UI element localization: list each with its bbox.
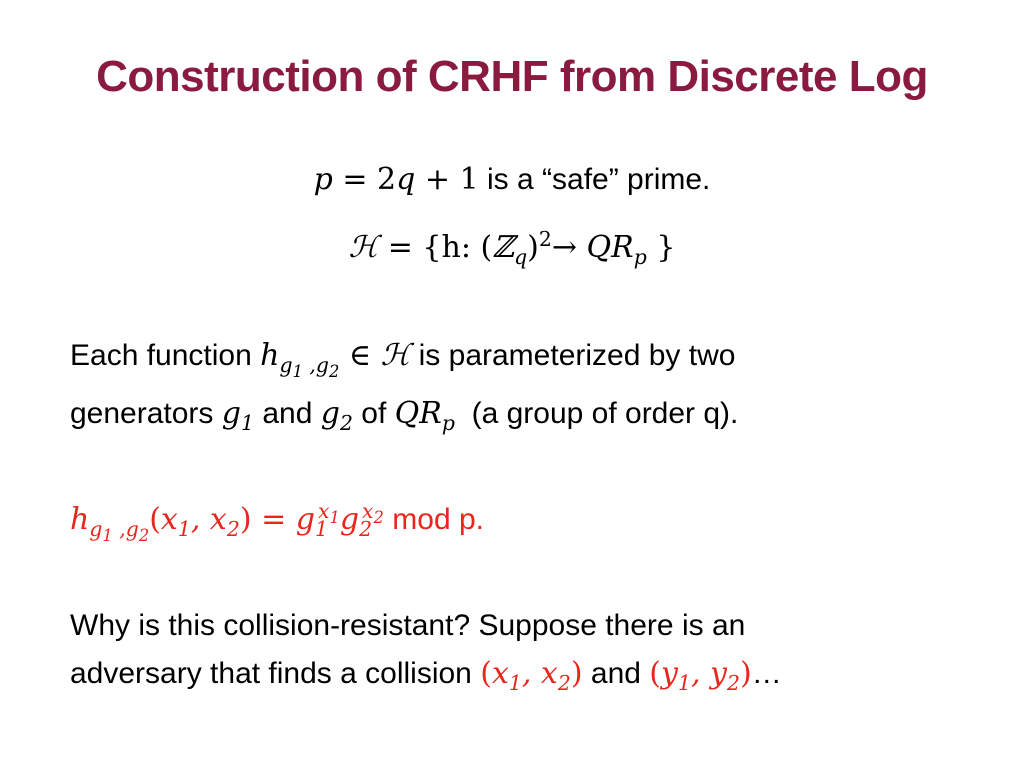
para1-text-b: is parameterized by two [418, 339, 736, 372]
para2-and: and [262, 397, 313, 430]
safe-prime-line [0, 160, 1024, 200]
slide-title: Construction of CRHF from Discrete Log [96, 52, 928, 101]
hash-formula-equation: $h_{g_1 ,g_2}(x_1$, $x_2) = g_1^{x_1}g_2^{x_2}$ [70, 499, 384, 546]
hash-family-definition [0, 228, 1024, 268]
para2-generators: generators [70, 397, 214, 430]
paragraph-line-1 [70, 336, 736, 382]
para2-group-text: (a group of order q). [471, 397, 739, 430]
formula-mod: mod p. [392, 503, 484, 536]
para1-text-a: Each function [70, 339, 252, 372]
function-symbol: $h_{g_1 ,g_2}$ ∈ ℋ [260, 338, 411, 382]
question-ellipsis: … [751, 657, 782, 690]
safe-prime-equation: p = 2q + 1 [313, 162, 479, 197]
question-line-2 [70, 654, 782, 694]
group-qrp: $QR_p$ [394, 396, 455, 435]
safe-prime-text: is a “safe” prime. [487, 163, 711, 196]
collision-y: ($y_1$, $y_2$) [649, 656, 752, 695]
para2-of: of [361, 397, 387, 430]
paragraph-line-2 [70, 394, 738, 434]
generator-g2: $g_2$ [320, 396, 353, 435]
question-and: and [590, 657, 641, 690]
hash-formula [70, 499, 484, 546]
generator-g1: $g_1$ [221, 396, 254, 435]
question-line-1 [70, 606, 745, 646]
collision-x: ($x_1$, $x_2$) [480, 656, 583, 695]
question-text-1: Why is this collision-resistant? Suppose there is an [70, 609, 746, 642]
question-text-2: adversary that finds a collision [70, 657, 472, 690]
hash-family-equation: ℋ = {h: (ℤ$_q$)$^2$→ $QR_p$ } [348, 227, 676, 269]
